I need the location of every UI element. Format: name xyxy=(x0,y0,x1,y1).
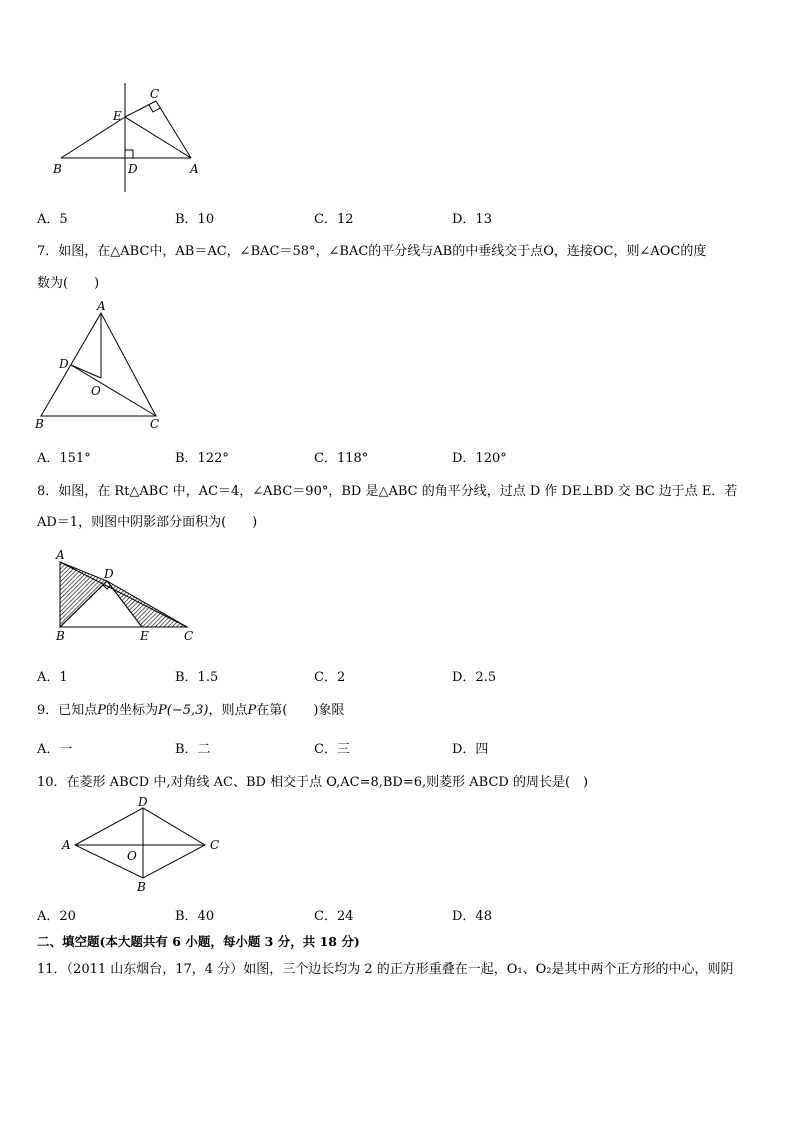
q8-figure xyxy=(50,545,200,655)
q6-option-d[interactable]: D．13 xyxy=(452,212,492,227)
q9-option-a[interactable]: A．一 xyxy=(37,742,73,757)
q10-options xyxy=(37,905,757,923)
q6-option-a[interactable]: A．5 xyxy=(37,212,68,227)
q9-option-b[interactable]: B．二 xyxy=(175,742,211,757)
q6-label-b: B xyxy=(53,162,62,176)
q7-label-o: O xyxy=(91,384,101,398)
q9-coordinate: P(−5,3) xyxy=(158,703,209,718)
q10-question-line1: 10．在菱形 ABCD 中,对角线 AC、BD 相交于点 O,AC=8,BD=6,则菱形 ABCD 的周长是( ) xyxy=(37,775,589,790)
q8-option-b[interactable]: B．1.5 xyxy=(175,670,219,685)
q9-text-a: 9．已知点 xyxy=(37,703,98,718)
q6-line-ea xyxy=(125,117,191,158)
q9-option-d[interactable]: D．四 xyxy=(452,742,489,757)
q9-option-c[interactable]: C．三 xyxy=(314,742,350,757)
q7-options xyxy=(37,447,757,465)
q6-options xyxy=(37,208,757,226)
q8-label-d: D xyxy=(104,567,114,581)
q6-option-c[interactable]: C．12 xyxy=(314,212,354,227)
q10-label-b: B xyxy=(137,880,146,894)
q6-line-ca xyxy=(156,101,191,158)
q6-line-be xyxy=(61,117,125,158)
q8-label-c: C xyxy=(184,629,194,643)
q7-label-d: D xyxy=(59,357,69,371)
q7-question-line2: 数为( ) xyxy=(37,276,100,291)
q8-label-e: E xyxy=(140,629,149,643)
q8-shaded-region-abd xyxy=(60,562,107,627)
q6-figure xyxy=(50,80,210,195)
q8-option-c[interactable]: C．2 xyxy=(314,670,346,685)
q10-figure xyxy=(55,796,230,896)
q6-label-e: E xyxy=(113,109,122,123)
q8-option-a[interactable]: A．1 xyxy=(37,670,68,685)
q10-label-o: O xyxy=(127,849,137,863)
q10-option-d[interactable]: D．48 xyxy=(452,909,492,924)
q7-option-a[interactable]: A．151° xyxy=(37,451,91,466)
q6-label-a: A xyxy=(190,162,199,176)
q10-label-d: D xyxy=(138,795,148,809)
q9-point-p-2: P xyxy=(247,703,257,718)
q8-question-line1: 8．如图，在 Rt△ABC 中，AC＝4，∠ABC＝90°，BD 是△ABC 的角平分线，过点 D 作 DE⊥BD 交 BC 边于点 E．若 xyxy=(37,484,738,499)
q10-label-c: C xyxy=(210,838,220,852)
q8-shaded-region-dec xyxy=(107,581,187,627)
q9-text-c: ，则点 xyxy=(208,703,248,718)
q10-label-a: A xyxy=(62,838,71,852)
q10-option-b[interactable]: B．40 xyxy=(175,909,215,924)
q8-label-b: B xyxy=(56,629,65,643)
q6-right-angle-c xyxy=(149,105,160,112)
q6-option-b[interactable]: B．10 xyxy=(175,212,215,227)
q7-question-line1: 7．如图，在△ABC中，AB＝AC，∠BAC＝58°，∠BAC的平分线与AB的中垂线交于点O，连接OC，则∠AOC的度 xyxy=(37,244,707,259)
q9-point-p: P xyxy=(97,703,107,718)
q7-option-c[interactable]: C．118° xyxy=(314,451,369,466)
q9-text-d: 在第( )象限 xyxy=(256,703,345,718)
q7-label-b: B xyxy=(35,417,44,431)
q8-options xyxy=(37,666,757,684)
q7-label-a: A xyxy=(97,299,106,313)
q9-text-b: 的坐标为 xyxy=(106,703,159,718)
q7-figure xyxy=(30,298,170,436)
q6-right-angle-d xyxy=(125,150,133,158)
q10-option-a[interactable]: A．20 xyxy=(37,909,76,924)
q8-option-d[interactable]: D．2.5 xyxy=(452,670,497,685)
q9-question xyxy=(37,699,344,718)
q7-perp-bisector-do xyxy=(71,365,101,378)
q8-label-a: A xyxy=(56,548,65,562)
q6-label-c: C xyxy=(150,87,160,101)
q8-question-line2: AD＝1，则图中阴影部分面积为( ) xyxy=(37,515,258,530)
q9-options xyxy=(37,738,757,756)
q11-question-line1: 11．（2011 山东烟台，17，4 分）如图，三个边长均为 2 的正方形重叠在一起，O₁、O₂是其中两个正方形的中心，则阴 xyxy=(37,962,734,977)
q7-option-d[interactable]: D．120° xyxy=(452,451,507,466)
q7-segment-dc xyxy=(71,365,156,416)
q10-rhombus-abcd xyxy=(75,808,205,878)
q7-option-b[interactable]: B．122° xyxy=(175,451,229,466)
section-2-heading: 二、填空题(本大题共有 6 小题，每小题 3 分，共 18 分) xyxy=(37,934,360,949)
q10-option-c[interactable]: C．24 xyxy=(314,909,354,924)
q6-label-d: D xyxy=(128,162,138,176)
q7-label-c: C xyxy=(150,417,160,431)
